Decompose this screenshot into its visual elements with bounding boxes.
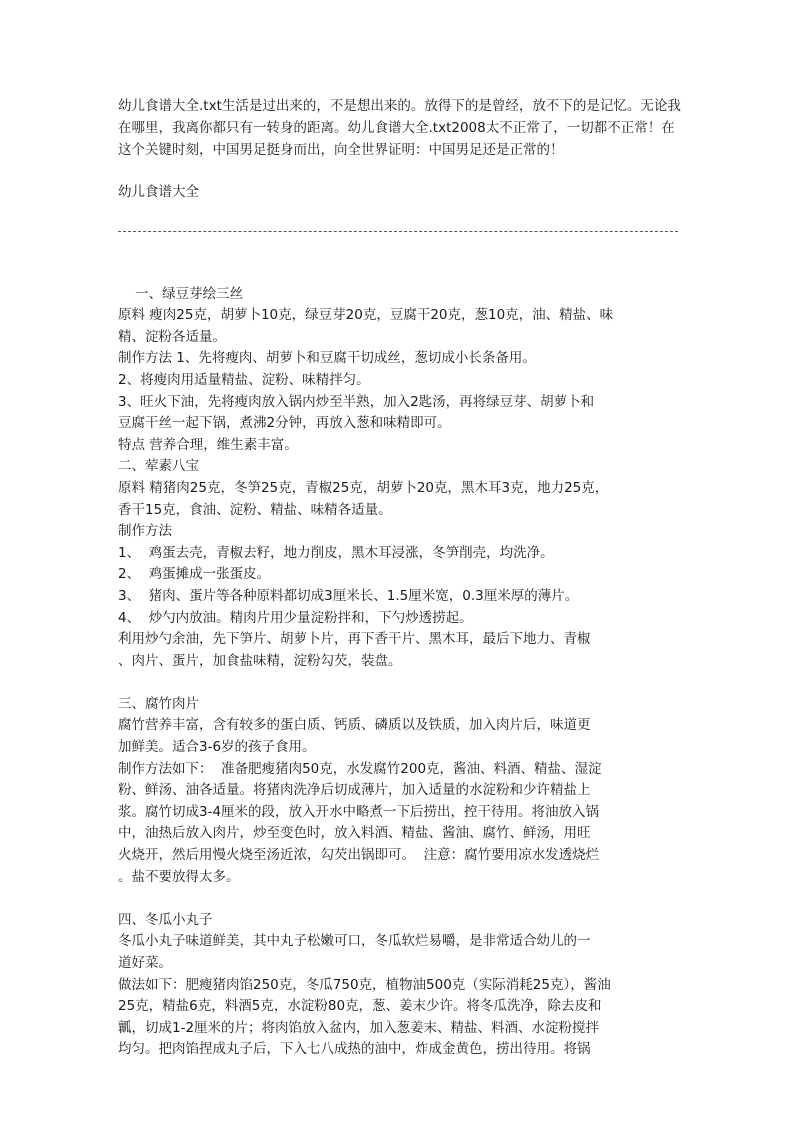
text-line: 25克，精盐6克，料酒5克，水淀粉80克，葱、姜末少许。将冬瓜洗净，除去皮和 [118,998,602,1015]
text-line: 4、 炒勺内放油。精肉片用少量淀粉拌和，下勺炒透捞起。 [118,609,473,626]
text-line: 三、腐竹肉片 [118,695,199,712]
text-line: 制作方法 1、先将瘦肉、胡萝卜和豆腐干切成丝，葱切成小长条备用。 [118,350,536,367]
text-line: 。盐不要放得太多。 [118,868,240,885]
text-line: 2、将瘦肉用适量精盐、淀粉、味精拌匀。 [118,371,370,388]
text-line: 加鲜美。适合3-6岁的孩子食用。 [118,739,316,756]
text-line: 二、荤素八宝 [118,458,199,475]
text-line: 道好菜。 [118,955,172,971]
text-line: 豆腐干丝一起下锅，煮沸2分钟，再放入葱和味精即可。 [118,415,451,432]
text-line: 利用炒勺余油，先下笋片、胡萝卜片，再下香干片、黑木耳，最后下地力、青椒 [118,631,591,648]
text-line [118,262,684,284]
text-line: 四、冬瓜小丸子 [118,911,213,928]
text-line: 香干15克，食油、淀粉、精盐、味精各适量。 [118,501,392,518]
dashed-separator [118,231,678,232]
text-line: 精、淀粉各适量。 [118,328,226,345]
text-line: 火烧开，然后用慢火烧至汤近浓，勾芡出锅即可。 注意：腐竹要用凉水发透烧烂 [118,847,600,864]
recipe-body [118,262,684,1061]
text-line: 1、 鸡蛋去壳，青椒去籽，地力削皮，黑木耳浸涨，冬笋削壳，均洗净。 [118,544,554,561]
document-title: 幼儿食谱大全 [118,184,199,200]
text-line: 粉、鲜汤、油各适量。将猪肉洗净后切成薄片，加入适量的水淀粉和少许精盐上 [118,782,591,799]
text-line: 3、 猪肉、蛋片等各种原料都切成3厘米长、1.5厘米宽，0.3厘米厚的薄片。 [118,587,579,604]
text-line: 原料 瘦肉25克，胡萝卜10克，绿豆芽20克，豆腐干20克，葱10克，油、精盐、味 [118,307,614,324]
text-line: 2、 鸡蛋摊成一张蛋皮。 [118,566,271,583]
text-line: 3、旺火下油，先将瘦肉放入锅内炒至半熟，加入2匙汤，再将绿豆芽、胡萝卜和 [118,393,595,410]
text-line: 瓤，切成1-2厘米的片；将肉馅放入盆内，加入葱姜末、精盐、料酒、水淀粉搅拌 [118,1019,600,1036]
text-line: 制作方法 [118,523,172,540]
text-line: 特点 营养合理，维生素丰富。 [118,436,298,453]
text-line: 一、绿豆芽绘三丝 [118,285,244,302]
text-line [118,672,684,694]
text-line: 、肉片、蛋片，加食盐味精，淀粉勾芡，装盘。 [118,652,402,669]
text-line: 冬瓜小丸子味道鲜美，其中丸子松嫩可口，冬瓜软烂易嚼，是非常适合幼儿的一 [118,933,591,950]
text-line [118,888,684,910]
text-line: 制作方法如下： 准备肥瘦猪肉50克，水发腐竹200克，酱油、料酒、精盐、湿淀 [118,760,602,777]
text-line: 中，油热后放入肉片，炒至变色时，放入料酒、精盐、酱油、腐竹、鲜汤，用旺 [118,825,591,842]
text-line: 原料 精猪肉25克，冬笋25克，青椒25克，胡萝卜20克，黑木耳3克，地力25克， [118,479,609,496]
text-line: 腐竹营养丰富，含有较多的蛋白质、钙质、磷质以及铁质，加入肉片后，味道更 [118,717,591,734]
text-line: 均匀。把肉馅捏成丸子后，下入七八成热的油中，炸成金黄色，捞出待用。将锅 [118,1041,591,1058]
text-line: 做法如下：肥瘦猪肉馅250克，冬瓜750克，植物油500克（实际消耗25克），酱油 [118,976,611,993]
intro-paragraph: 幼儿食谱大全.txt生活是过出来的，不是想出来的。放得下的是曾经，放不下的是记忆。无论我在哪里，我离你都只有一转身的距离。幼儿食谱大全.txt2008太不正常了，一切都不正常！在这个关键时刻，中国男足挺身而出，向全世界证明：中国男足还是正常的！ [118,98,681,158]
text-line: 浆。腐竹切成3-4厘米的段，放入开水中略煮一下后捞出，控干待用。将油放入锅 [118,803,600,820]
